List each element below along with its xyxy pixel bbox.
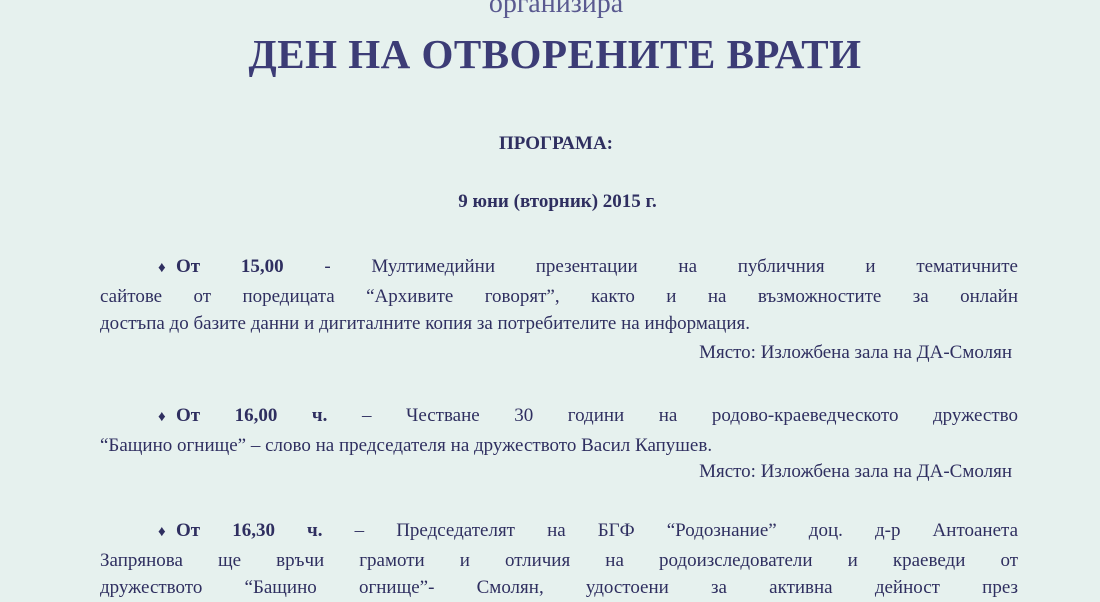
program-item (100, 402, 1018, 459)
item-line: сайтове от поредицата “Архивите говорят”, както и на възможностите за онлайн (100, 285, 1018, 307)
program-item (100, 253, 1018, 338)
item-time: От 16,00 ч. (176, 405, 328, 426)
item-place: Място: Изложбена зала на ДА-Смолян (699, 461, 1012, 482)
diamond-bullet-icon: ♦ (158, 524, 166, 540)
item-text: – Председателят на БГФ “Родознание” доц. д-р Антоанета (322, 520, 1018, 541)
item-time: От 15,00 (176, 256, 284, 277)
item-line (100, 517, 1018, 547)
item-place: Място: Изложбена зала на ДА-Смолян (699, 342, 1012, 363)
item-line: дружеството “Бащино огнище”- Смолян, удостоени за активна дейност през (100, 577, 1018, 598)
item-line (100, 402, 1018, 432)
item-text: - Мултимедийни презентации на публичния и тематичните (283, 256, 1018, 277)
program-date: 9 юни (вторник) 2015 г. (458, 191, 657, 212)
item-line: достъпа до базите данни и дигиталните копия за потребителите на информация. (100, 313, 750, 334)
program-heading: ПРОГРАМА: (498, 133, 614, 154)
diamond-bullet-icon: ♦ (158, 409, 166, 425)
item-text: – Честване 30 години на родово-краеведческото дружество (327, 405, 1018, 426)
item-line (100, 253, 1018, 283)
page-title: ДЕН НА ОТВОРЕНИТЕ ВРАТИ (248, 31, 862, 77)
diamond-bullet-icon: ♦ (158, 260, 166, 276)
item-line: Запрянова ще връчи грамоти и отличия на родоизследователи и краеведи от (100, 549, 1018, 571)
item-line: “Бащино огнище” – слово на председателя на дружеството Васил Капушев. (100, 434, 713, 456)
program-item (100, 517, 1018, 602)
item-time: От 16,30 ч. (176, 520, 323, 541)
organizer-line: организира (488, 0, 624, 19)
